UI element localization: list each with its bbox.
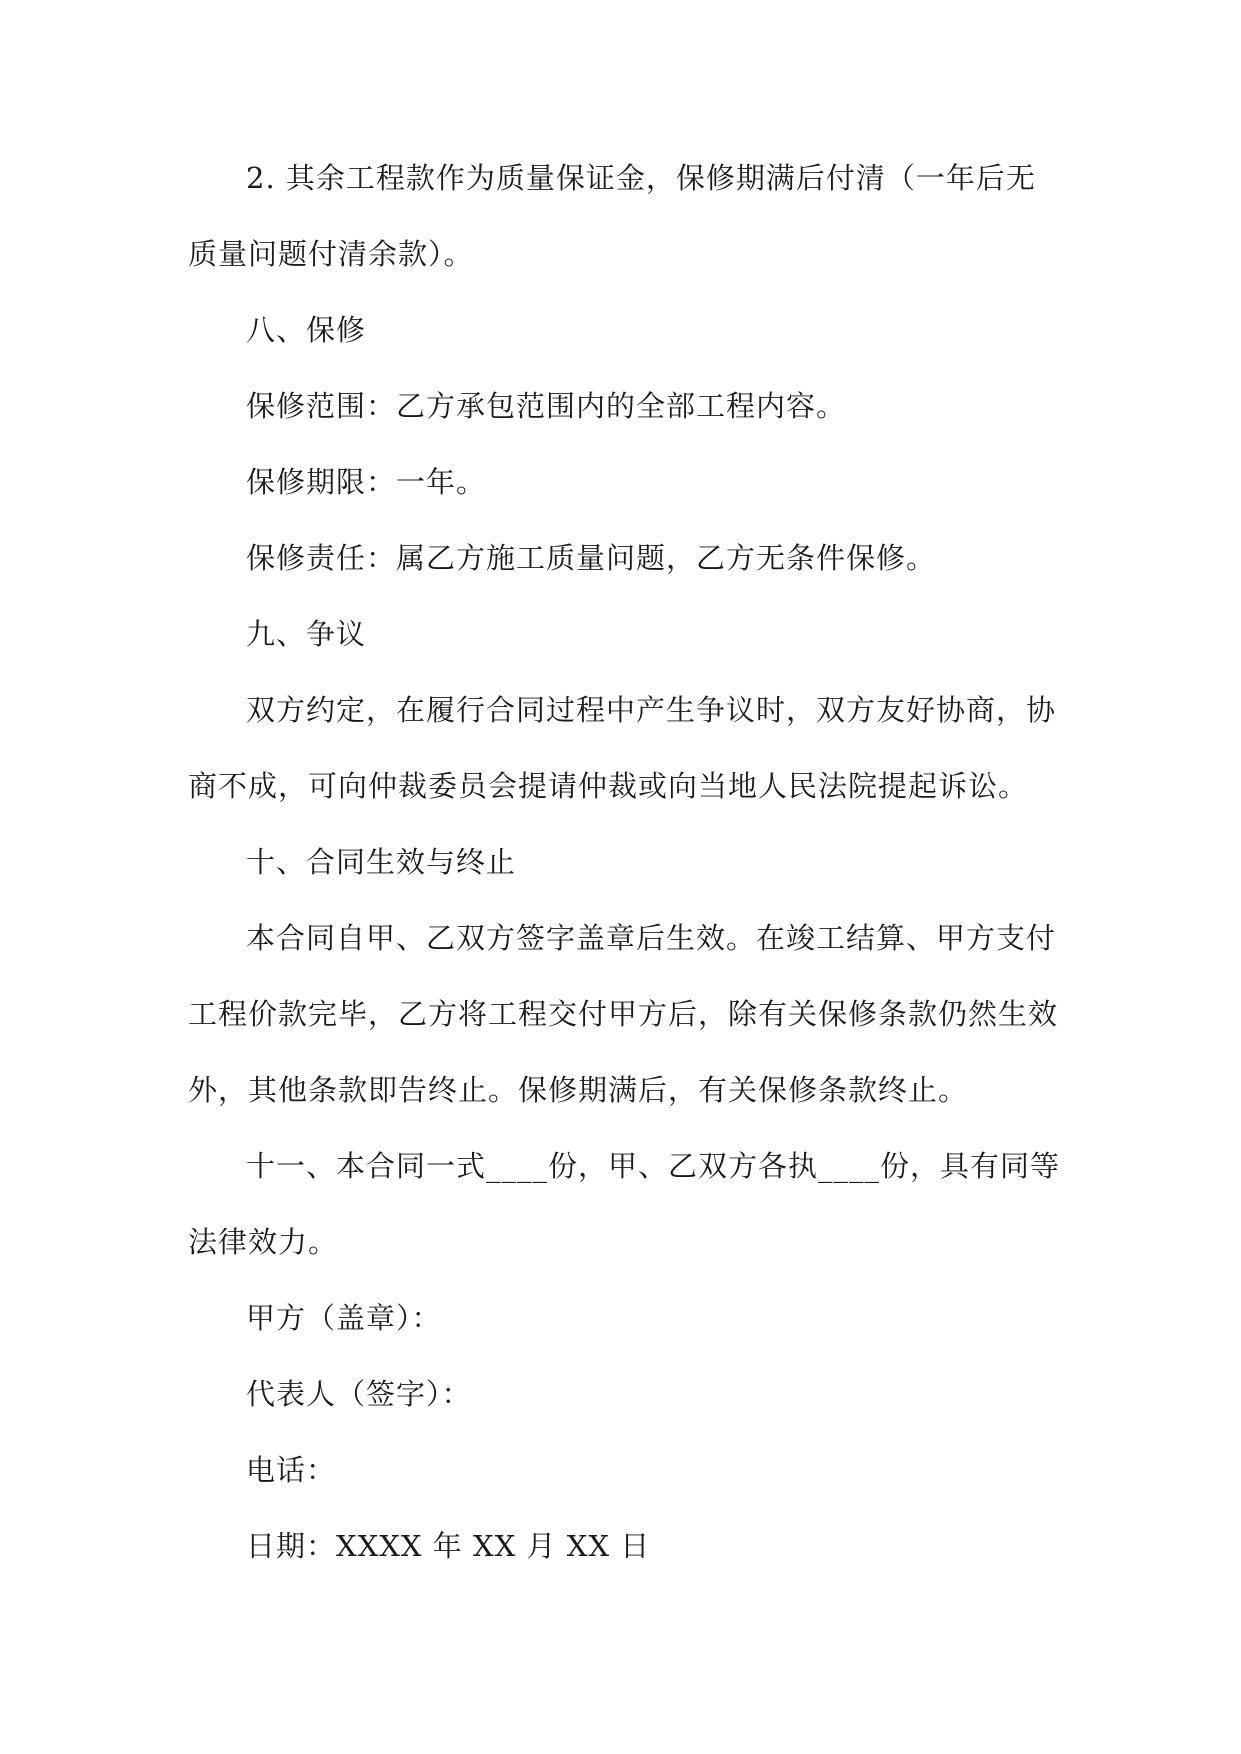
dispute-body: 双方约定，在履行合同过程中产生争议时，双方友好协商，协商不成，可向仲裁委员会提请仲裁或向当地人民法院提起诉讼。 <box>188 693 1057 803</box>
warranty-scope: 保修范围：乙方承包范围内的全部工程内容。 <box>246 389 847 423</box>
warranty-responsibility: 保修责任：属乙方施工质量问题，乙方无条件保修。 <box>246 541 937 575</box>
effect-body: 本合同自甲、乙双方签字盖章后生效。在竣工结算、甲方支付工程价款完毕，乙方将工程交付甲方后，除有关保修条款仍然生效外，其他条款即告终止。保修期满后，有关保修条款终止。 <box>188 921 1059 1107</box>
section-heading-dispute: 九、争议 <box>246 617 367 651</box>
warranty-period: 保修期限：一年。 <box>246 465 487 499</box>
section-heading-effect: 十、合同生效与终止 <box>246 845 517 879</box>
representative-signature-line: 代表人（签字）： <box>246 1377 472 1411</box>
party-a-seal-line: 甲方（盖章）： <box>246 1301 442 1335</box>
date-line: 日期：XXXX 年 XX 月 XX 日 <box>246 1529 651 1563</box>
phone-line: 电话： <box>246 1453 337 1487</box>
copies-clause: 十一、本合同一式____份，甲、乙双方各执____份，具有同等法律效力。 <box>188 1149 1061 1259</box>
document-body <box>188 140 1063 1584</box>
section-heading-warranty: 八、保修 <box>246 313 367 347</box>
payment-clause-2: 2. 其余工程款作为质量保证金，保修期满后付清（一年后无质量问题付清余款）。 <box>188 161 1036 271</box>
